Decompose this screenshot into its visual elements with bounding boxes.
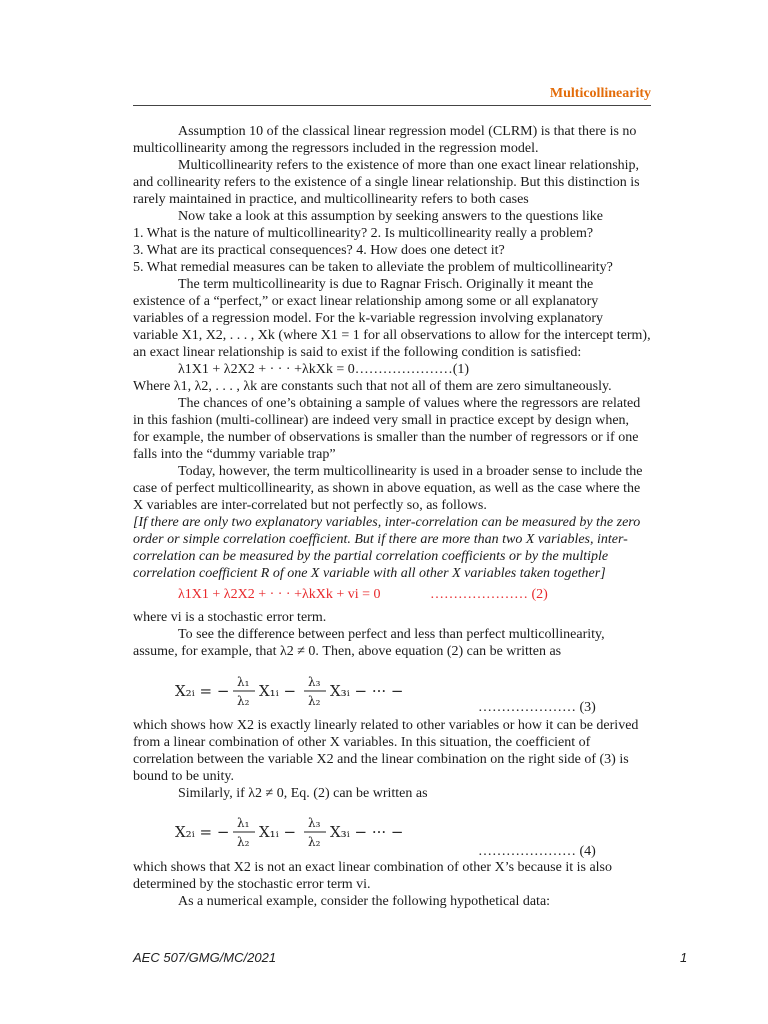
paragraph-line: determined by the stochastic error term vi. [133, 877, 371, 892]
paragraph-line: assume, for example, that λ2 ≠ 0. Then, above equation (2) can be written as [133, 644, 562, 659]
svg-text:X₁ᵢ −: X₁ᵢ − [259, 823, 297, 841]
svg-text:X₃ᵢ − ··· −: X₃ᵢ − ··· − [330, 682, 404, 700]
paragraph-line: Similarly, if λ2 ≠ 0, Eq. (2) can be written as [178, 786, 428, 801]
header-rule [133, 105, 651, 106]
paragraph-line: for example, the number of observations is smaller than the number of regressors or if one [133, 430, 639, 445]
paragraph-line: where vi is a stochastic error term. [133, 610, 327, 625]
svg-text:λ₃: λ₃ [308, 675, 321, 689]
equation-4-number: ………………… (4) [478, 844, 596, 859]
footer-course-code: AEC 507/GMG/MC/2021 [133, 950, 277, 965]
paragraph-line: and collinearity refers to the existence of a single linear relationship. But this distinction is [133, 175, 640, 190]
paragraph-line: variable X1, X2, . . . , Xk (where X1 = 1 for all observations to allow for the intercept term), [133, 328, 651, 343]
paragraph-line: The chances of one’s obtaining a sample of values where the regressors are related [178, 396, 641, 411]
equation-2: λ1X1 + λ2X2 + · · · +λkXk + vi = 0 [178, 587, 381, 602]
note-line: correlation coefficient R of one X variable with all other X variables taken together] [133, 566, 606, 581]
footer-page-number: 1 [680, 950, 688, 965]
svg-text:X₂ᵢ = −: X₂ᵢ = − [175, 682, 230, 700]
paragraph-line: Where λ1, λ2, . . . , λk are constants such that not all of them are zero simultaneously. [133, 379, 612, 394]
paragraph-line: falls into the “dummy variable trap” [133, 447, 336, 462]
equation-1: λ1X1 + λ2X2 + · · · +λkXk = 0…………………(1) [178, 362, 470, 377]
paragraph-line: Assumption 10 of the classical linear regression model (CLRM) is that there is no [178, 124, 637, 139]
paragraph-line: bound to be unity. [133, 769, 234, 784]
paragraph-line: As a numerical example, consider the following hypothetical data: [178, 894, 551, 909]
svg-text:X₂ᵢ = −: X₂ᵢ = − [175, 823, 230, 841]
paragraph-line: Now take a look at this assumption by seeking answers to the questions like [178, 209, 603, 224]
svg-text:X₃ᵢ − ··· −: X₃ᵢ − ··· − [330, 823, 404, 841]
equation-3-graphic [175, 672, 435, 712]
paragraph-line: X variables are inter-correlated but not perfectly so, as follows. [133, 498, 487, 513]
paragraph-line: correlation between the variable X2 and the linear combination on the right side of (3) is [133, 752, 629, 767]
svg-text:λ₂: λ₂ [237, 694, 250, 708]
note-line: order or simple correlation coefficient. But if there are more than two X variables, inter- [133, 532, 628, 547]
svg-text:λ₁: λ₁ [237, 816, 250, 830]
equation-3 [175, 672, 435, 716]
paragraph-line: which shows that X2 is not an exact linear combination of other X’s because it is also [133, 860, 613, 875]
equation-2-number: ………………… (2) [430, 587, 548, 602]
equation-4 [175, 813, 495, 857]
equation-3-number: ………………… (3) [478, 700, 596, 715]
question-line: 1. What is the nature of multicollinearity? 2. Is multicollinearity really a problem? [133, 226, 594, 241]
question-line: 3. What are its practical consequences? 4. How does one detect it? [133, 243, 505, 258]
paragraph-line: To see the difference between perfect and less than perfect multicollinearity, [178, 627, 605, 642]
paragraph-line: which shows how X2 is exactly linearly related to other variables or how it can be derived [133, 718, 639, 733]
question-line: 5. What remedial measures can be taken to alleviate the problem of multicollinearity? [133, 260, 613, 275]
paragraph-line: variables of a regression model. For the k-variable regression involving explanatory [133, 311, 604, 326]
paragraph-line: in this fashion (multi-collinear) are indeed very small in practice except by design when, [133, 413, 630, 428]
svg-text:λ₂: λ₂ [308, 694, 321, 708]
paragraph-line: The term multicollinearity is due to Ragnar Frisch. Originally it meant the [178, 277, 594, 292]
svg-text:λ₃: λ₃ [308, 816, 321, 830]
paragraph-line: Today, however, the term multicollinearity is used in a broader sense to include the [178, 464, 643, 479]
svg-text:X₁ᵢ −: X₁ᵢ − [259, 682, 297, 700]
paragraph-line: multicollinearity among the regressors included in the regression model. [133, 141, 539, 156]
note-line: correlation can be measured by the partial correlation coefficients or by the multiple [133, 549, 609, 564]
svg-text:λ₂: λ₂ [308, 835, 321, 849]
paragraph-line: an exact linear relationship is said to exist if the following condition is satisfied: [133, 345, 582, 360]
svg-text:λ₁: λ₁ [237, 675, 250, 689]
paragraph-line: rarely maintained in practice, and multicollinearity refers to both cases [133, 192, 529, 207]
paragraph-line: Multicollinearity refers to the existence of more than one exact linear relationship, [178, 158, 640, 173]
note-line: [If there are only two explanatory variables, inter-correlation can be measured by the zero [133, 515, 641, 530]
paragraph-line: existence of a “perfect,” or exact linear relationship among some or all explanatory [133, 294, 599, 309]
equation-4-graphic [175, 813, 495, 853]
running-header-title: Multicollinearity [549, 86, 651, 101]
svg-text:λ₂: λ₂ [237, 835, 250, 849]
paragraph-line: case of perfect multicollinearity, as shown in above equation, as well as the case where the [133, 481, 641, 496]
paragraph-line: from a linear combination of other X variables. In this situation, the coefficient of [133, 735, 591, 750]
